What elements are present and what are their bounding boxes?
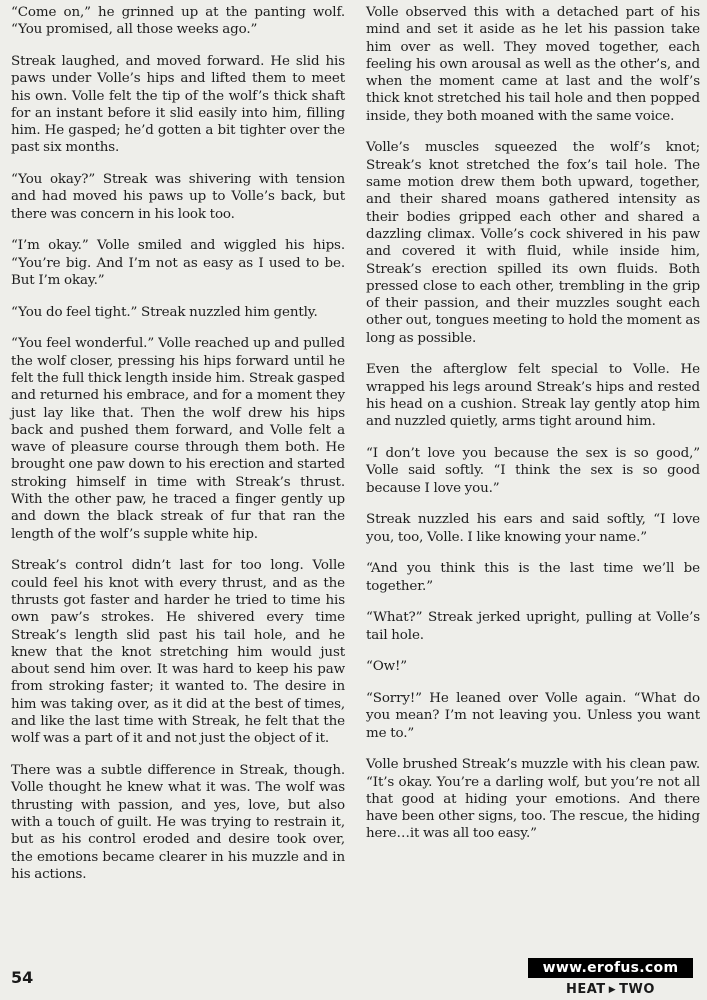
running-head xyxy=(566,982,655,997)
paragraph: “Come on,” he grinned up at the panting wolf. “You promised, all those weeks ago.” xyxy=(11,5,345,38)
paragraph: Streak’s control didn’t last for too long. Volle could feel his knot with every thrust, and as the thrusts got faster and harder he tried to time his own paw’s strokes. He shivered every time Streak’s length slid past his tail hole, and he knew that the knot stretching him would just about send him over. It was hard to keep his paw from stroking faster; it wanted to. The desire in him was taking over, as it did at the best of times, and like the last time with Streak, he felt that the wolf was a part of it and not just the object of it. xyxy=(11,558,345,747)
paragraph: “And you think this is the last time we’ll be together.” xyxy=(366,561,700,594)
paragraph: Streak nuzzled his ears and said softly, “I love you, too, Volle. I like knowing your name.” xyxy=(366,512,700,545)
book-title: HEAT xyxy=(566,982,606,997)
left-column xyxy=(11,4,345,897)
section-label: TWO xyxy=(619,982,655,997)
paragraph: “Sorry!” He leaned over Volle again. “What do you mean? I’m not leaving you. Unless you want me to.” xyxy=(366,690,700,741)
paragraph: “You okay?” Streak was shivering with tension and had moved his paws up to Volle’s back, but there was concern in his look too. xyxy=(11,172,345,222)
page-number: 54 xyxy=(11,968,34,987)
paragraph: “I’m okay.” Volle smiled and wiggled his hips. “You’re big. And I’m not as easy as I used to be. But I’m okay.” xyxy=(11,238,345,289)
right-column xyxy=(366,4,700,857)
watermark: www.erofus.com xyxy=(528,958,693,978)
paragraph: “What?” Streak jerked upright, pulling at Volle’s tail hole. xyxy=(366,610,700,643)
paragraph: “You do feel tight.” Streak nuzzled him gently. xyxy=(11,304,318,320)
paragraph: Volle observed this with a detached part of his mind and set it aside as he let his passion take him over as well. They moved together, each feeling his own arousal as well as the other’s, and when the moment came at last and the wolf’s thick knot stretched his tail hole and then popped inside, they both moaned with the same voice. xyxy=(366,5,700,124)
paragraph: Volle’s muscles squeezed the wolf’s knot; Streak’s knot stretched the fox’s tail hole. The same motion drew them both upward, together, and their shared moans gathered intensity as their bodies gripped each other and shared a dazzling climax. Volle’s cock shivered in his paw and covered it with fluid, while inside him, Streak’s erection spilled its own fluids. Both pressed close to each other, trembling in the grip of their passion, and their muzzles sought each other out, tongues meeting to hold the moment as long as possible. xyxy=(366,140,700,346)
paragraph: “I don’t love you because the sex is so good,” Volle said softly. “I think the sex is so good because I love you.” xyxy=(366,446,700,496)
paragraph: Streak laughed, and moved forward. He slid his paws under Volle’s hips and lifted them to meet his own. Volle felt the tip of the wolf’s thick shaft for an instant before it slid easily into him, filling him. He gasped; he’d gotten a bit tighter over the past six months. xyxy=(11,53,345,156)
paragraph: Even the afterglow felt special to Volle. He wrapped his legs around Streak’s hips and rested his head on a cushion. Streak lay gently atop him and nuzzled quietly, arms tight around him. xyxy=(366,362,700,430)
paragraph: Volle brushed Streak’s muzzle with his clean paw. “It’s okay. You’re a darling wolf, but you’re not all that good at hiding your emotions. And there have been other signs, too. The rescue, the hiding here…it was all too easy.” xyxy=(366,757,700,842)
paragraph: “Ow!” xyxy=(366,659,408,675)
arrow-right-icon: ▶ xyxy=(608,985,617,995)
paragraph: There was a subtle difference in Streak, though. Volle thought he knew what it was. The wolf was thrusting with passion, and yes, love, but also with a touch of guilt. He was trying to restrain it, but as his control eroded and desire took over, the emotions became clearer in his muzzle and in his actions. xyxy=(11,763,345,882)
paragraph: “You feel wonderful.” Volle reached up and pulled the wolf closer, pressing his hips forward until he felt the full thick length inside him. Streak gasped and returned his embrace, and for a moment they just lay like that. Then the wolf drew his hips back and pushed them forward, and Volle felt a wave of pleasure course through them both. He brought one paw down to his erection and started stroking himself in time with Streak’s thrust. With the other paw, he traced a finger gently up and down the black streak of fur that ran the length of the wolf’s supple white hip. xyxy=(11,336,345,542)
